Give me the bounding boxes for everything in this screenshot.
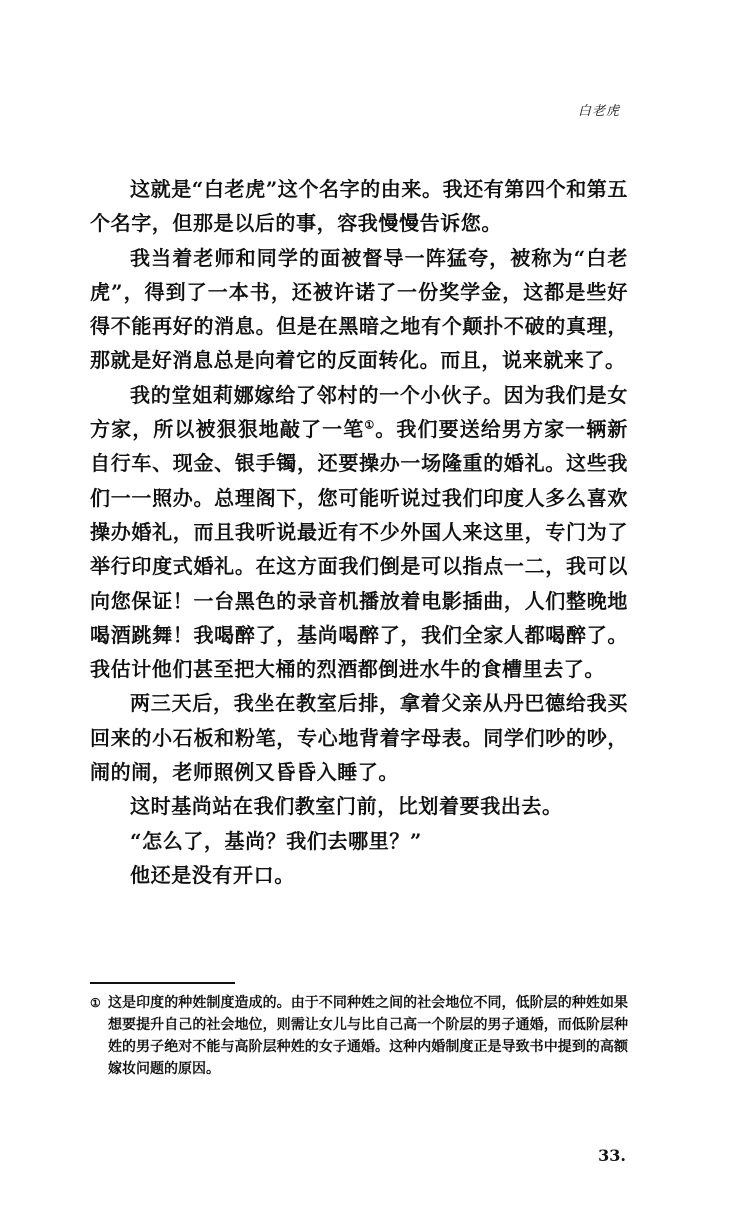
footnote-reference: ① xyxy=(364,418,376,432)
running-header: 白老虎 xyxy=(577,104,620,119)
footnote xyxy=(90,992,628,1080)
page-number: 33. xyxy=(598,1146,626,1165)
paragraph: 他还是没有开口。 xyxy=(130,862,295,887)
paragraph: 我当着老师和同学的面被督导一阵猛夸，被称为“白老虎”，得到了一本书，还被许诺了一份奖学金，这都是些好得不能再好的消息。但是在黑暗之地有个颠扑不破的真理，那就是好消息总是向着它的反面转化。而且，说来就来了。 xyxy=(90,245,628,373)
paragraph: 这时基尚站在我们教室门前，比划着要我出去。 xyxy=(130,794,563,819)
footnote-divider xyxy=(90,982,235,984)
paragraph: “怎么了，基尚？我们去哪里？” xyxy=(130,828,423,853)
footnote-mark: ① xyxy=(90,996,101,1010)
footnote-text: 这是印度的种姓制度造成的。由于不同种姓之间的社会地位不同，低阶层的种姓如果想要提升自己的社会地位，则需让女儿与比自己高一个阶层的男子通婚，而低阶层种姓的男子绝对不能与高阶层种姓的女子通婚。这种内婚制度正是导致书中提到的高额嫁妆问题的原因。 xyxy=(108,995,628,1077)
paragraph-text: 。我们要送给男方家一辆新自行车、现金、银手镯，还要操办一场隆重的婚礼。这些我们一一照办。总理阁下，您可能听说过我们印度人多么喜欢操办婚礼，而且我听说最近有不少外国人来这里，专门为了举行印度式婚礼。在这方面我们倒是可以指点一二，我可以向您保证！一台黑色的录音机播放着电影插曲，人们整晚地喝酒跳舞！我喝醉了，基尚喝醉了，我们全家人都喝醉了。我估计他们甚至把大桶的烈酒都倒进水牛的食槽里去了。 xyxy=(90,417,628,682)
paragraph xyxy=(90,378,628,687)
body-text xyxy=(90,172,628,892)
paragraph-text: 我的堂姐莉娜嫁给了邻村的一个小伙子。因为我们是女方家，所以被狠狠地敲了一笔 xyxy=(90,382,628,442)
paragraph: 这就是“白老虎”这个名字的由来。我还有第四个和第五个名字，但那是以后的事，容我慢慢告诉您。 xyxy=(90,177,629,236)
paragraph: 两三天后，我坐在教室后排，拿着父亲从丹巴德给我买回来的小石板和粉笔，专心地背着字母表。同学们吵的吵，闹的闹，老师照例又昏昏入睡了。 xyxy=(90,691,628,785)
